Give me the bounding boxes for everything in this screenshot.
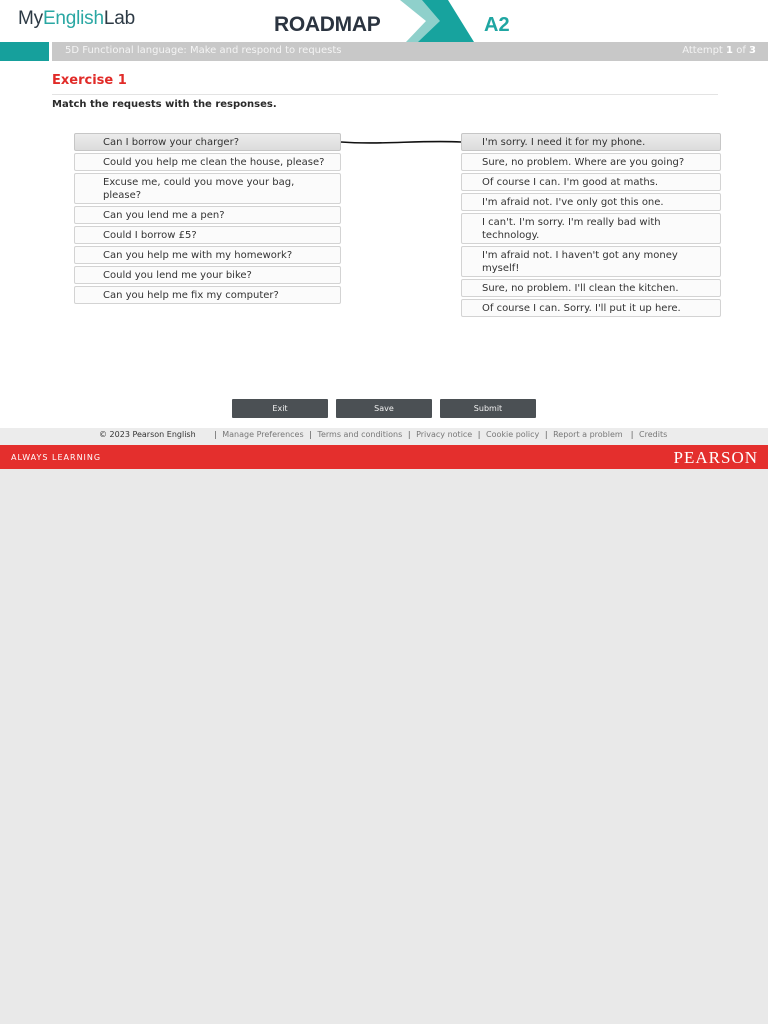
copyright: © 2023 Pearson English bbox=[99, 430, 196, 439]
brand-level: A2 bbox=[484, 14, 510, 36]
separator: | bbox=[477, 430, 481, 439]
response-item[interactable]: I'm afraid not. I haven't got any money myself! bbox=[461, 246, 721, 277]
match-line bbox=[341, 142, 461, 143]
footer-links bbox=[211, 430, 667, 439]
link-credits[interactable]: Credits bbox=[639, 430, 668, 439]
request-item[interactable]: Can you help me with my homework? bbox=[74, 246, 341, 264]
link-report-problem[interactable]: Report a problem bbox=[553, 430, 623, 439]
attempt-counter: Attempt 1 of 3 bbox=[682, 45, 756, 56]
pearson-logo[interactable]: PEARSON bbox=[673, 448, 758, 467]
page-content bbox=[0, 0, 768, 469]
submit-button[interactable]: Submit bbox=[440, 399, 536, 418]
pearson-footer bbox=[0, 445, 768, 469]
request-item[interactable]: Could I borrow £5? bbox=[74, 226, 341, 244]
request-item[interactable]: Excuse me, could you move your bag, please? bbox=[74, 173, 341, 204]
request-item[interactable]: Can I borrow your charger? bbox=[74, 133, 341, 151]
separator: | bbox=[628, 430, 634, 439]
link-terms[interactable]: Terms and conditions bbox=[317, 430, 403, 439]
exit-button[interactable]: Exit bbox=[232, 399, 328, 418]
roadmap-chevron-icon bbox=[392, 0, 478, 42]
activity-bar-accent bbox=[0, 42, 49, 61]
separator: | bbox=[407, 430, 411, 439]
response-item[interactable]: Sure, no problem. Where are you going? bbox=[461, 153, 721, 171]
request-item[interactable]: Can you help me fix my computer? bbox=[74, 286, 341, 304]
divider bbox=[52, 94, 718, 95]
myenglishlab-logo[interactable]: MyEnglishLab bbox=[18, 8, 135, 29]
response-item[interactable]: I can't. I'm sorry. I'm really bad with technology. bbox=[461, 213, 721, 244]
exercise-instruction: Match the requests with the responses. bbox=[52, 99, 277, 110]
link-privacy[interactable]: Privacy notice bbox=[416, 430, 473, 439]
save-button[interactable]: Save bbox=[336, 399, 432, 418]
roadmap-brand bbox=[274, 0, 524, 42]
request-item[interactable]: Can you lend me a pen? bbox=[74, 206, 341, 224]
brand-name: ROADMAP bbox=[274, 13, 381, 36]
separator: | bbox=[214, 430, 217, 439]
response-item[interactable]: I'm afraid not. I've only got this one. bbox=[461, 193, 721, 211]
exercise-title: Exercise 1 bbox=[52, 73, 127, 88]
footer-links-bar bbox=[0, 428, 768, 445]
request-item[interactable]: Could you help me clean the house, please? bbox=[74, 153, 341, 171]
request-item[interactable]: Could you lend me your bike? bbox=[74, 266, 341, 284]
response-item[interactable]: Of course I can. Sorry. I'll put it up here. bbox=[461, 299, 721, 317]
separator: | bbox=[544, 430, 548, 439]
link-manage-preferences[interactable]: Manage Preferences bbox=[222, 430, 304, 439]
separator: | bbox=[309, 430, 312, 439]
response-item[interactable]: Of course I can. I'm good at maths. bbox=[461, 173, 721, 191]
response-item[interactable]: I'm sorry. I need it for my phone. bbox=[461, 133, 721, 151]
tagline: ALWAYS LEARNING bbox=[11, 453, 102, 462]
lesson-title: 5D Functional language: Make and respond to requests bbox=[65, 45, 342, 56]
link-cookie-policy[interactable]: Cookie policy bbox=[486, 430, 540, 439]
activity-bar bbox=[0, 42, 768, 61]
response-item[interactable]: Sure, no problem. I'll clean the kitchen. bbox=[461, 279, 721, 297]
